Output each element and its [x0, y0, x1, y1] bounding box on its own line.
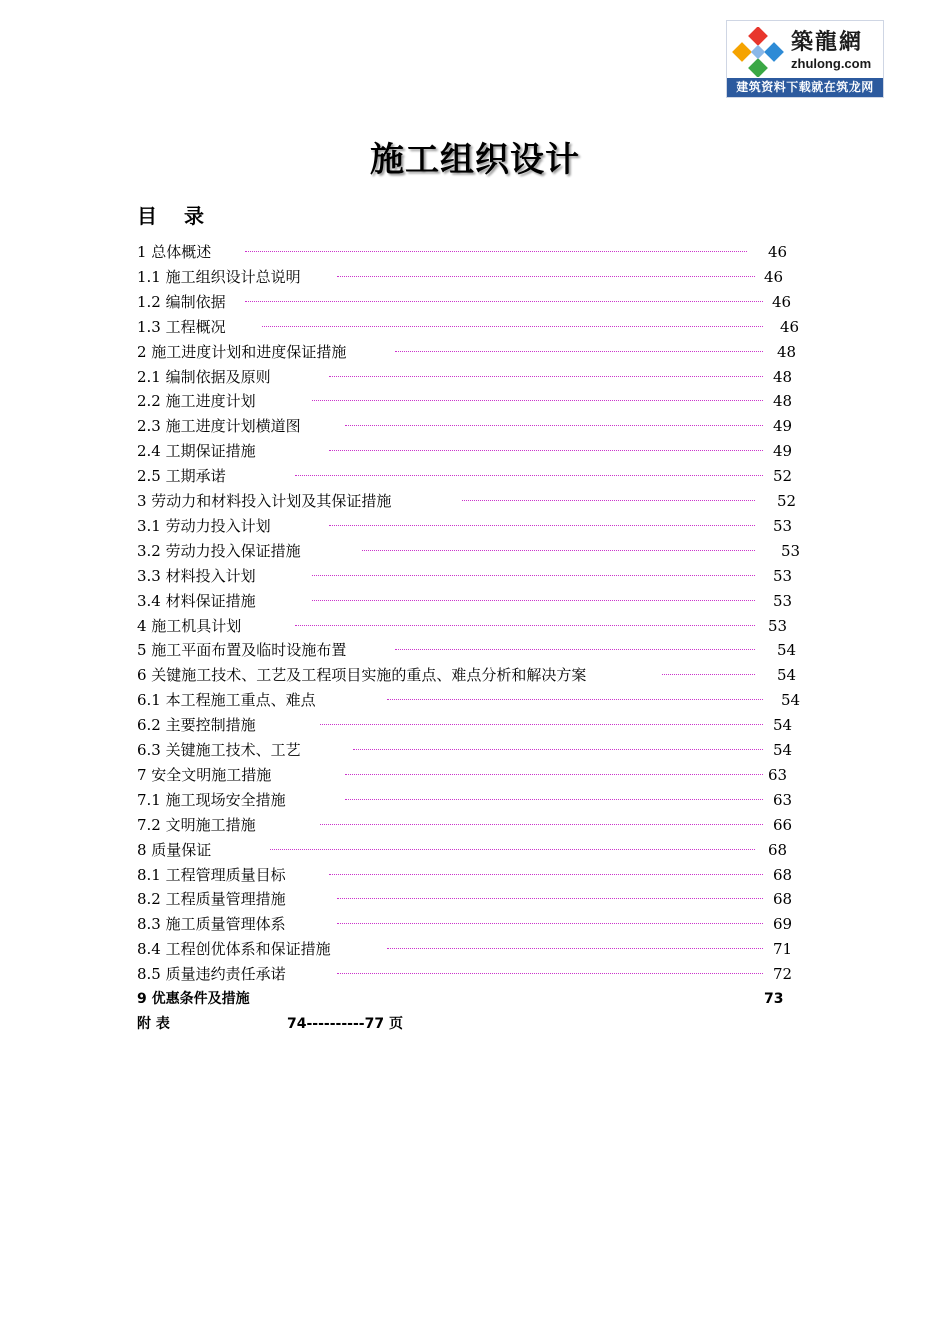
toc-entry-leader: [345, 774, 763, 775]
toc-entry-label: 9 优惠条件及措施: [137, 991, 250, 1007]
toc-entry[interactable]: [137, 389, 837, 413]
toc-entry-page: 52: [773, 467, 793, 486]
toc-entry-leader: [245, 301, 763, 302]
toc-entry[interactable]: [137, 987, 837, 1011]
toc-entry-page: 72: [773, 965, 793, 984]
toc-entry-page: 49: [773, 442, 793, 461]
toc-entry[interactable]: [137, 439, 837, 463]
toc-entry[interactable]: [137, 414, 837, 438]
toc-entry[interactable]: [137, 887, 837, 911]
toc-entry-leader: [353, 749, 763, 750]
toc-entry-leader: [395, 351, 763, 352]
toc-entry-label: 1.2 编制依据: [137, 292, 226, 311]
toc-entry-leader: [337, 923, 763, 924]
toc-entry-page: 54: [781, 691, 801, 710]
toc-entry-leader: [662, 674, 755, 675]
toc-entry-leader: [337, 898, 763, 899]
toc-entry-leader: [462, 500, 755, 501]
toc-entry-label: 7 安全文明施工措施: [137, 765, 272, 784]
toc-entry-label: 8.5 质量违约责任承诺: [137, 965, 286, 984]
toc-entry-label: 7.2 文明施工措施: [137, 815, 256, 834]
toc-entry[interactable]: [137, 539, 837, 563]
toc-entry[interactable]: [137, 564, 837, 588]
toc-entry-leader: [245, 251, 747, 252]
toc-entry-label: 6 关键施工技术、工艺及工程项目实施的重点、难点分析和解决方案: [137, 666, 587, 685]
toc-entry[interactable]: [137, 738, 837, 762]
toc-entry[interactable]: [137, 813, 837, 837]
toc-entry-leader: [270, 849, 755, 850]
toc-entry-leader: [295, 475, 763, 476]
toc-entry-label: 2.1 编制依据及原则: [137, 367, 271, 386]
toc-heading: 目 录: [137, 204, 214, 228]
toc-entry-label: 2.4 工期保证措施: [137, 442, 256, 461]
appendix-label: 附 表: [137, 1016, 170, 1032]
toc-entry-label: 1 总体概述: [137, 243, 212, 261]
toc-entry-label: 8.4 工程创优体系和保证措施: [137, 940, 331, 959]
toc-entry-label: 3.2 劳动力投入保证措施: [137, 541, 301, 560]
toc-entry-label: 6.2 主要控制措施: [137, 716, 256, 735]
toc-entry-leader: [329, 874, 763, 875]
toc-entry[interactable]: [137, 838, 837, 862]
toc-entry-leader: [329, 376, 763, 377]
toc-entry-label: 4 施工机具计划: [137, 616, 242, 635]
toc-entry-label: 2.2 施工进度计划: [137, 392, 256, 411]
toc-entry-label: 5 施工平面布置及临时设施布置: [137, 641, 347, 660]
toc-entry-page: 54: [777, 666, 797, 685]
toc-entry-page: 53: [773, 566, 793, 585]
toc-entry-leader: [320, 724, 763, 725]
toc-entry-leader: [345, 799, 763, 800]
toc-entry[interactable]: [137, 663, 837, 687]
toc-entry-page: 66: [773, 815, 793, 834]
toc-entry[interactable]: [137, 912, 837, 936]
logo-name-cn: 築龍網: [791, 30, 864, 55]
toc-entry-label: 6.3 关键施工技术、工艺: [137, 741, 301, 759]
toc-entry-label: 8.3 施工质量管理体系: [137, 915, 286, 934]
toc-entry-page: 48: [773, 392, 793, 411]
toc-entry[interactable]: [137, 240, 837, 264]
appendix-pages: 74----------77 页: [287, 1016, 403, 1032]
toc-entry-label: 2.3 施工进度计划横道图: [137, 417, 301, 436]
toc-entry[interactable]: [137, 589, 837, 613]
toc-entry-leader: [312, 575, 755, 576]
toc-entry-page: 46: [768, 243, 788, 261]
toc-entry-page: 54: [777, 641, 797, 660]
toc-entry-page: 69: [773, 915, 793, 934]
toc-entry[interactable]: [137, 290, 837, 314]
toc-entry-leader: [387, 948, 763, 949]
toc-entry-page: 63: [773, 790, 793, 809]
toc-entry[interactable]: [137, 788, 837, 812]
toc-entry-page: 46: [780, 317, 800, 336]
toc-entry-page: 54: [773, 716, 793, 735]
toc-entry-leader: [387, 699, 763, 700]
toc-entry-label: 1.1 施工组织设计总说明: [137, 267, 301, 286]
toc-entry-leader: [312, 400, 763, 401]
toc-entry-leader: [295, 625, 755, 626]
toc-entry-page: 48: [773, 367, 793, 386]
toc-entry-page: 53: [768, 616, 788, 635]
toc-entry-leader: [320, 824, 763, 825]
toc-entry-leader: [329, 525, 755, 526]
toc-entry-label: 3.1 劳动力投入计划: [137, 516, 271, 535]
toc-entry-leader: [337, 276, 755, 277]
toc-entry-page: 53: [773, 591, 793, 610]
logo-domain: zhulong.com: [791, 56, 872, 71]
toc-entry[interactable]: [137, 365, 837, 389]
toc-entry-label: 6.1 本工程施工重点、难点: [137, 691, 316, 710]
toc-entry-page: 53: [781, 541, 801, 560]
toc-entry-label: 7.1 施工现场安全措施: [137, 790, 286, 809]
toc-entry-label: 8.1 工程管理质量目标: [137, 865, 286, 884]
toc-entry[interactable]: [137, 688, 837, 712]
toc-entry[interactable]: [137, 763, 837, 787]
toc-entry-leader: [312, 600, 755, 601]
toc-entry[interactable]: [137, 962, 837, 986]
toc-entry-label: 2 施工进度计划和进度保证措施: [137, 342, 347, 361]
toc-entry-label: 1.3 工程概况: [137, 317, 226, 336]
toc-entry-page: 71: [773, 940, 793, 959]
toc-entry-page: 52: [777, 492, 797, 510]
document-title: 施工组织设计: [370, 140, 580, 180]
toc-entry-leader: [329, 450, 763, 451]
toc-entry-leader: [262, 326, 763, 327]
toc-entry-label: 2.5 工期承诺: [137, 467, 226, 486]
toc-entry-page: 73: [764, 991, 784, 1007]
toc-entry-page: 68: [768, 840, 788, 859]
toc-entry-label: 3.4 材料保证措施: [137, 591, 256, 610]
toc-entry-leader: [395, 649, 755, 650]
toc-entry-leader: [362, 550, 755, 551]
toc-entry-label: 3 劳动力和材料投入计划及其保证措施: [137, 492, 392, 510]
toc-entry-page: 49: [773, 417, 793, 436]
toc-entry-page: 68: [773, 890, 793, 909]
toc-entry-page: 63: [768, 765, 788, 784]
toc-entry[interactable]: [137, 514, 837, 538]
toc-entry-label: 3.3 材料投入计划: [137, 566, 256, 585]
logo-slogan: 建筑资料下载就在筑龙网: [727, 78, 883, 97]
toc-entry-leader: [337, 973, 763, 974]
toc-entry[interactable]: [137, 340, 837, 364]
toc-entry-page: 53: [773, 516, 793, 535]
toc-entry-page: 54: [773, 741, 793, 759]
toc-entry[interactable]: [137, 937, 837, 961]
toc-entry[interactable]: [137, 464, 837, 488]
toc-entry[interactable]: [137, 638, 837, 662]
toc-entry-leader: [345, 425, 763, 426]
toc-entry-label: 8.2 工程质量管理措施: [137, 890, 286, 909]
toc-entry-page: 48: [777, 342, 797, 361]
toc-entry[interactable]: [137, 489, 837, 513]
toc-entry-page: 46: [764, 267, 784, 286]
toc-entry[interactable]: [137, 315, 837, 339]
toc-entry[interactable]: [137, 265, 837, 289]
toc-entry[interactable]: [137, 863, 837, 887]
toc-entry-page: 46: [772, 292, 792, 311]
toc-entry[interactable]: [137, 713, 837, 737]
toc-entry[interactable]: [137, 614, 837, 638]
toc-entry-page: 68: [773, 865, 793, 884]
toc-entry-label: 8 质量保证: [137, 840, 212, 859]
